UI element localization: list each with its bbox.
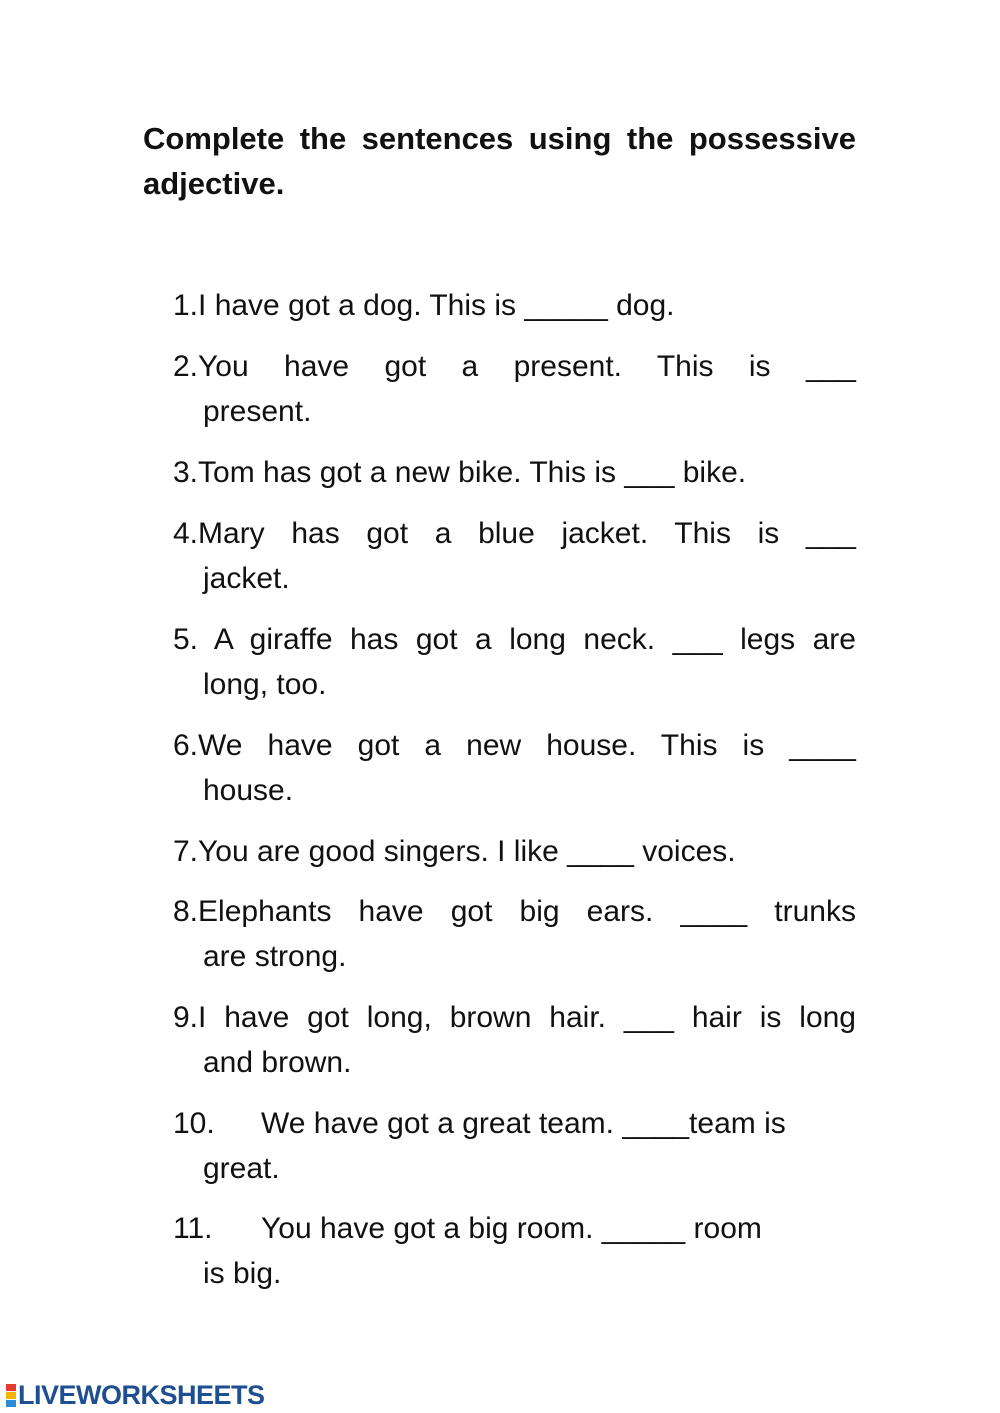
exercise-text: We have got a great team. ____team is bbox=[261, 1107, 786, 1140]
exercise-item-3 bbox=[173, 450, 856, 495]
worksheet-title: Complete the sentences using the possessive adjective. bbox=[143, 121, 856, 201]
exercise-item-7 bbox=[173, 829, 856, 874]
exercise-item-11 bbox=[173, 1206, 856, 1296]
exercise-item-5 bbox=[173, 617, 856, 707]
exercise-line bbox=[173, 1101, 856, 1146]
exercise-line: 5. A giraffe has got a long neck. ___ legs are bbox=[173, 623, 856, 656]
exercise-line: 1.I have got a dog. This is _____ dog. bbox=[173, 289, 675, 322]
logo-text: LIVEWORKSHEETS bbox=[18, 1379, 265, 1410]
exercise-line: 4.Mary has got a blue jacket. This is ___ bbox=[173, 517, 856, 550]
exercise-item-8 bbox=[173, 889, 856, 979]
exercise-text: You have got a big room. _____ room bbox=[261, 1212, 762, 1245]
exercise-item-2 bbox=[173, 344, 856, 434]
exercise-line: 7.You are good singers. I like ____ voices. bbox=[173, 835, 736, 868]
liveworksheets-logo bbox=[6, 1381, 265, 1409]
exercise-line bbox=[173, 1206, 856, 1251]
exercise-line-continued: is big. bbox=[203, 1257, 282, 1290]
exercise-number: 11. bbox=[173, 1212, 213, 1245]
exercise-line-continued: jacket. bbox=[203, 562, 290, 595]
exercise-line-continued: house. bbox=[203, 774, 294, 807]
exercise-number: 10. bbox=[173, 1107, 215, 1140]
exercise-line-continued: are strong. bbox=[203, 940, 347, 973]
exercise-item-9 bbox=[173, 995, 856, 1085]
exercise-line-continued: great. bbox=[203, 1152, 280, 1185]
exercise-line: 3.Tom has got a new bike. This is ___ bike. bbox=[173, 456, 747, 489]
exercise-line-continued: present. bbox=[203, 395, 312, 428]
exercise-line: 9.I have got long, brown hair. ___ hair is long bbox=[173, 1001, 856, 1034]
exercise-line: 2.You have got a present. This is ___ bbox=[173, 350, 856, 383]
exercise-line-continued: and brown. bbox=[203, 1046, 352, 1079]
exercise-item-4 bbox=[173, 511, 856, 601]
exercise-item-10 bbox=[173, 1101, 856, 1191]
exercise-line: 8.Elephants have got big ears. ____ trunks bbox=[173, 895, 856, 928]
exercise-item-6 bbox=[173, 723, 856, 813]
exercise-line-continued: long, too. bbox=[203, 668, 327, 701]
logo-badge-icon bbox=[6, 1384, 16, 1406]
exercise-line: 6.We have got a new house. This is ____ bbox=[173, 729, 856, 762]
exercise-item-1 bbox=[173, 283, 856, 328]
